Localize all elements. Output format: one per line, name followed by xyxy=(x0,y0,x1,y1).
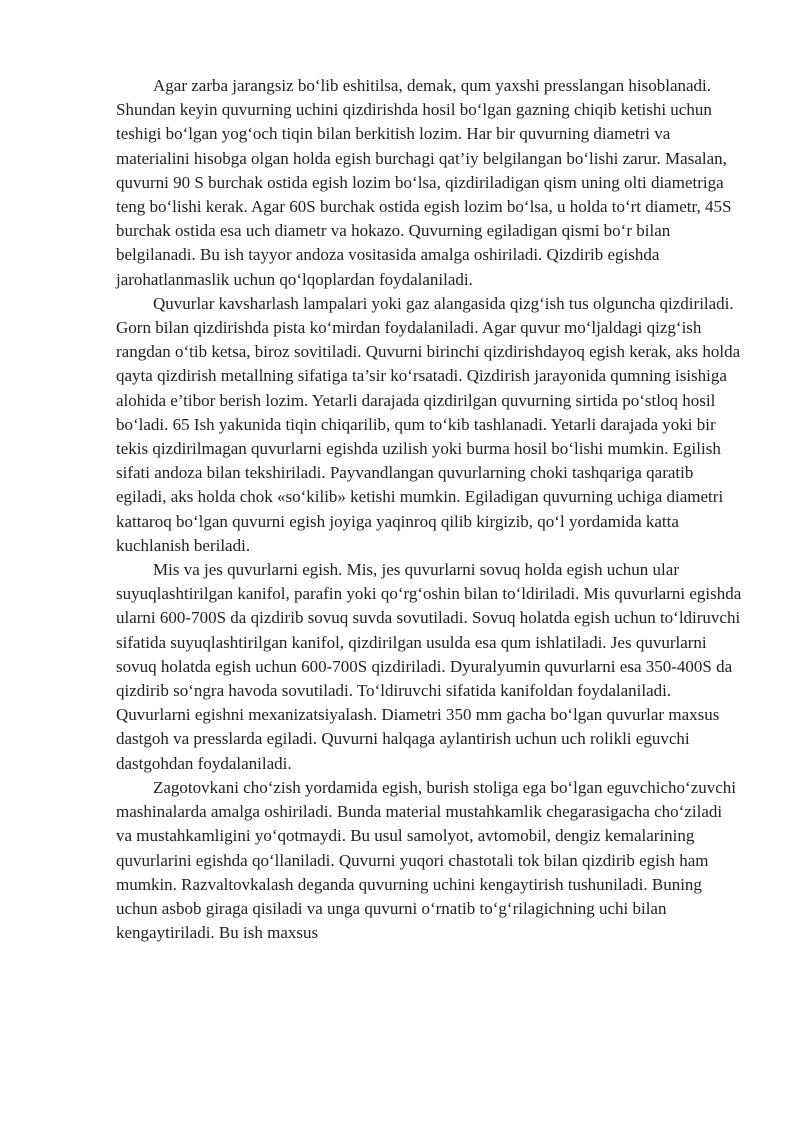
paragraph-4: Zagotovkani cho‘zish yordamida egish, burish stoliga ega bo‘lgan eguvchicho‘zuvchi mashinalarda amalga oshiriladi. Bunda material mustahkamlik chegarasigacha cho‘ziladi va mustahkamligini yo‘qotmaydi. Bu usul samolyot, avtomobil, dengiz kemalarining quvurlarini egishda qo‘llaniladi. Quvurni yuqori chastotali tok bilan qizdirib egish ham mumkin. Razvaltovkalash deganda quvurning uchini kengaytirish tushuniladi. Buning uchun asbob giraga qisiladi va unga quvurni o‘rnatib to‘g‘rilagichning uchi bilan kengaytiriladi. Bu ish maxsus xyxy=(116,777,737,943)
document-body xyxy=(116,74,742,945)
paragraph-1: Agar zarba jarangsiz bo‘lib eshitilsa, demak, qum yaxshi presslangan hisoblanadi. Shundan keyin quvurning uchini qizdirishda hosil bo‘lgan gazning chiqib ketishi uchun teshigi bo‘lgan yog‘och tiqin bilan berkitish lozim. Har bir quvurning diametri va materialini hisobga olgan holda egish burchagi qat’iy belgilangan bo‘lishi zarur. Masalan, quvurni 90 S burchak ostida egish lozim bo‘lsa, qizdiriladigan qism uning olti diametriga teng bo‘lishi kerak. Agar 60S burchak ostida egish lozim bo‘lsa, u holda to‘rt diametr, 45S burchak ostida esa uch diametr va hokazo. Quvurning egiladigan qismi bo‘r bilan belgilanadi. Bu ish tayyor andoza vositasida amalga oshiriladi. Qizdirib egishda jarohatlanmaslik uchun qo‘lqoplardan foydalaniladi. xyxy=(116,76,732,289)
paragraph-2: Quvurlar kavsharlash lampalari yoki gaz alangasida qizg‘ish tus olguncha qizdiriladi. Gorn bilan qizdirishda pista ko‘mirdan foydalaniladi. Agar quvur mo‘ljaldagi qizg‘ish rangdan o‘tib ketsa, biroz sovitiladi. Quvurni birinchi qizdirishdayoq egish kerak, aks holda qayta qizdirish metallning sifatiga ta’sir ko‘rsatadi. Qizdirish jarayonida qumning isishiga alohida e’tibor berish lozim. Yetarli darajada qizdirilgan quvurning sirtida po‘stloq hosil bo‘ladi. 65 Ish yakunida tiqin chiqarilib, qum to‘kib tashlanadi. Yetarli darajada yoki bir tekis qizdirilmagan quvurlarni egishda uzilish yoki burma hosil bo‘lishi mumkin. Egilish sifati andoza bilan tekshiriladi. Payvandlangan quvurlarning choki tashqariga qaratib egiladi, aks holda chok «so‘kilib» ketishi mumkin. Egiladigan quvurning uchiga diametri kattaroq bo‘lgan quvurni egish joyiga yaqinroq qilib kirgizib, qo‘l yordamida katta kuchlanish beriladi. xyxy=(116,293,741,555)
paragraph-3: Mis va jes quvurlarni egish. Mis, jes quvurlarni sovuq holda egish uchun ular suyuqlashtirilgan kanifol, parafin yoki qo‘rg‘oshin bilan to‘ldiriladi. Mis quvurlarni egishda ularni 600-700S da qizdirib sovuq suvda sovutiladi. Sovuq holatda egish uchun to‘ldiruvchi sifatida suyuqlashtirilgan kanifol, qizdirilgan usulda esa qum ishlatiladi. Jes quvurlarni sovuq holatda egish uchun 600-700S qizdiriladi. Dyuralyumin quvurlarni esa 350-400S da qizdirib so‘ngra havoda sovutiladi. To‘ldiruvchi sifatida kanifoldan foydalaniladi. Quvurlarni egishni mexanizatsiyalash. Diametri 350 mm gacha bo‘lgan quvurlar maxsus dastgoh va presslarda egiladi. Quvurni halqaga aylantirish uchun uch rolikli eguvchi dastgohdan foydalaniladi. xyxy=(116,560,742,773)
